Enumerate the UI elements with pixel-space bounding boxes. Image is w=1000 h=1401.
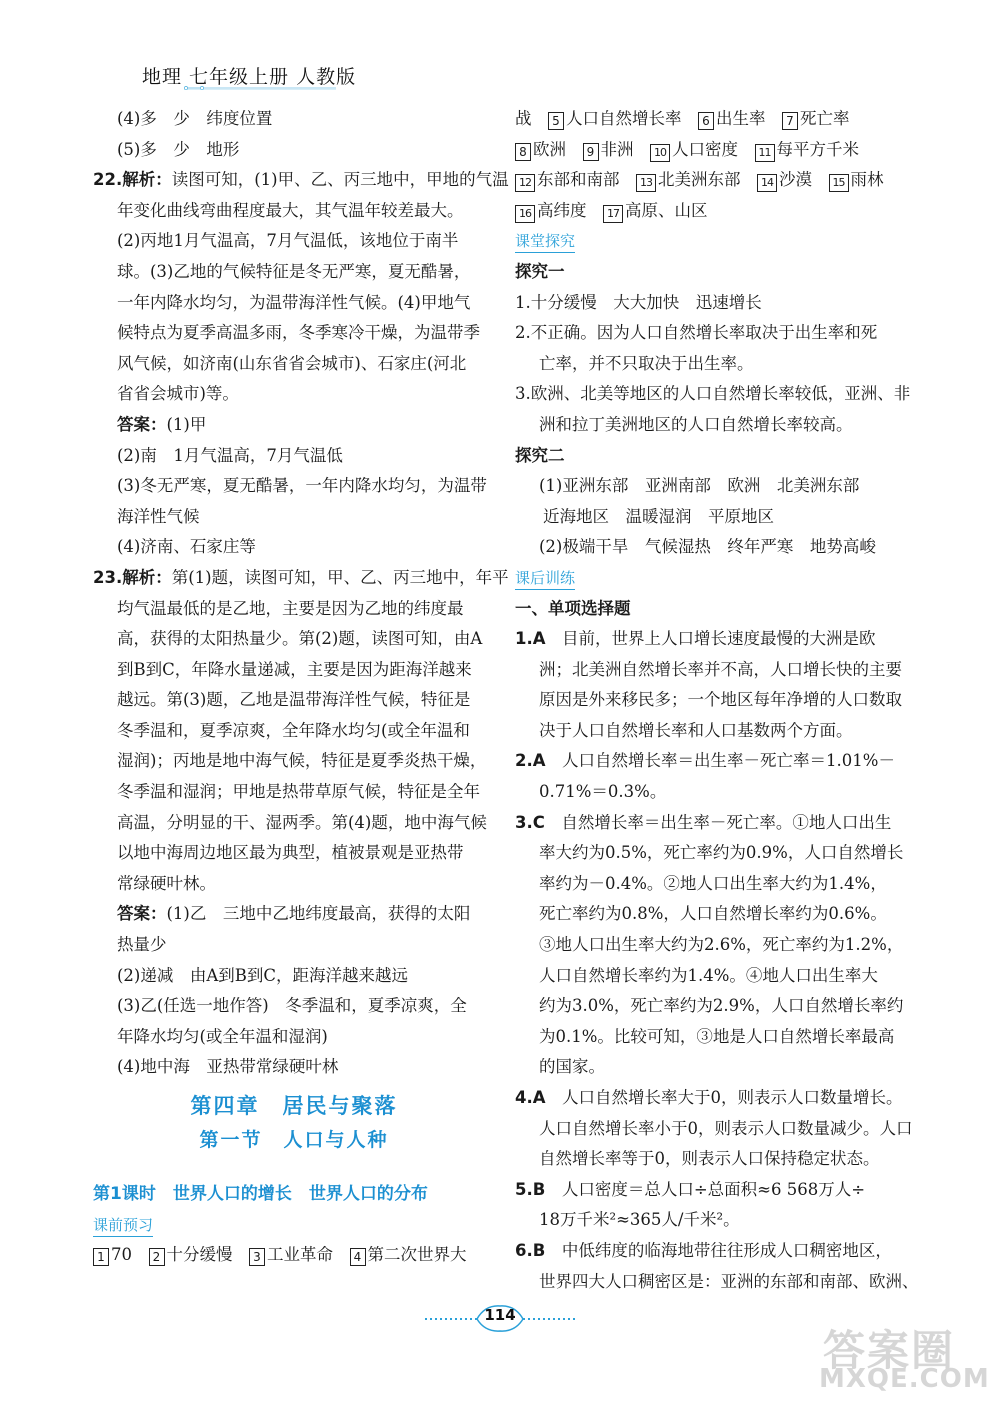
text-line: 率约为－0.4%。②地人口出生率大约为1.4%，: [539, 873, 887, 893]
blank-number-box: 1: [93, 1248, 109, 1266]
text-line: 答案：(1)乙 三地中乙地纬度最高，获得的太阳: [117, 904, 471, 924]
fill-blank-line: [515, 196, 915, 227]
right-column: [515, 104, 919, 1297]
text-line: 6.B 中低纬度的临海地带往往形成人口稠密地区，: [515, 1240, 892, 1260]
blank-answer: 雨林: [850, 170, 884, 190]
answer-label: 3.C: [515, 812, 545, 832]
text-line: 4.A 人口自然增长率大于0，则表示人口数量增长。: [515, 1088, 903, 1107]
chapter-title: 第四章 居民与聚落: [190, 1094, 398, 1118]
text-line: (5)多 少 地形: [117, 139, 240, 159]
blank-number-box: 17: [603, 205, 623, 223]
text-line: (3)乙(任选一地作答) 冬季温和，夏季凉爽，全: [117, 996, 467, 1016]
text-line: 2.A 人口自然增长率＝出生率－死亡率＝1.01%－: [515, 751, 895, 771]
answer-label: 2.A: [515, 751, 546, 771]
blank-number-box: 16: [515, 205, 535, 223]
text-line: 高温，分明显的干、湿两季。第(4)题，地中海气候: [117, 812, 487, 832]
blank-number-box: 2: [149, 1248, 165, 1266]
blank-answer: 每平方千米: [776, 139, 859, 159]
text-line: 人口自然增长率小于0，则表示人口数量减少。人口: [539, 1118, 913, 1138]
text-line: 决于人口自然增长率和人口基数两个方面。: [539, 720, 853, 740]
text-line: (1)亚洲东部 亚洲南部 欧洲 北美洲东部: [539, 476, 860, 496]
text-line: 原因是外来移民多；一个地区每年净增的人口数取: [539, 690, 902, 710]
text-line: 3.C 自然增长率＝出生率－死亡率。①地人口出生: [515, 812, 892, 832]
answer-label: 22.解析：: [93, 170, 172, 190]
text-line: 候特点为夏季高温多雨，冬季寒冷干燥，为温带季: [117, 323, 480, 343]
text-line: 省省会城市)等。: [117, 384, 239, 404]
text-line: 海洋性气候: [117, 506, 200, 526]
blank-answer: 十分缓慢: [166, 1245, 233, 1265]
text-line: 率大约为0.5%，死亡率约为0.9%，人口自然增长: [539, 843, 904, 863]
text-line: 1.十分缓慢 大大加快 迅速增长: [515, 292, 762, 312]
answer-label: 5.B: [515, 1179, 546, 1199]
fill-blank-line: [515, 104, 915, 135]
class-explore-tag: 课堂探究: [515, 230, 575, 253]
text-line: 热量少: [117, 935, 167, 955]
blank-number-box: 8: [515, 143, 531, 161]
blank-answer: 欧洲: [533, 139, 566, 159]
blank-answer: 东部和南部: [537, 170, 620, 190]
text-line: 世界四大人口稠密区是：亚洲的东部和南部、欧洲、: [539, 1271, 919, 1291]
text-line: 18万千米²≈365人/千米²。: [539, 1210, 740, 1230]
text-line: (4)济南、石家庄等: [117, 537, 256, 557]
answer-label: 答案：: [117, 414, 167, 434]
blank-answer: 工业革命: [267, 1245, 333, 1265]
after-class-tag: 课后训练: [515, 567, 575, 590]
text-line: ③地人口出生率大约为2.6%，死亡率约为1.2%，: [539, 935, 904, 955]
text-line: 5.B 人口密度＝总人口÷总面积≈6 568万人÷: [515, 1179, 866, 1199]
text-line: 冬季温和，夏季凉爽，全年降水均匀(或全年温和: [117, 720, 470, 740]
text-line: 年变化曲线弯曲程度最大，其气温年较差最大。: [117, 200, 464, 220]
text-line: 均气温最低的是乙地，主要是因为乙地的纬度最: [117, 598, 464, 618]
text-line: 冬季温和湿润；甲地是热带草原气候，特征是全年: [117, 782, 480, 802]
text-line: 的国家。: [539, 1057, 605, 1077]
text-line: 风气候，如济南(山东省省会城市)、石家庄(河北: [117, 353, 467, 373]
text-line: (2)丙地1月气温高，7月气温低，该地位于南半: [117, 231, 459, 251]
text-line: 一年内降水均匀，为温带海洋性气候。(4)甲地气: [117, 292, 471, 312]
text-line: 约为3.0%，死亡率约为2.9%，人口自然增长率约: [539, 996, 904, 1016]
blank-number-box: 7: [782, 112, 798, 130]
answer-label: 答案：: [117, 904, 167, 924]
text-line: (2)极端干旱 气候湿热 终年严寒 地势高峻: [539, 537, 876, 557]
blank-number-box: 14: [757, 174, 777, 192]
blank-number-box: 6: [698, 112, 714, 130]
blank-answer: 北美洲东部: [658, 170, 741, 190]
text-line: 以地中海周边地区最为典型，植被景观是亚热带: [117, 843, 464, 863]
text-line: 湿润)；丙地是地中海气候，特征是夏季炎热干燥，: [117, 751, 487, 771]
fill-blank-line: [515, 135, 915, 166]
blank-number-box: 13: [636, 174, 656, 192]
text-line: (2)递减 由A到B到C，距海洋越来越远: [117, 965, 409, 985]
answer-label: 4.A: [515, 1088, 546, 1107]
text-line: 2.不正确。因为人口自然增长率取决于出生率和死: [515, 323, 878, 343]
blank-number-box: 4: [350, 1248, 366, 1266]
text-line: 1.A 目前，世界上人口增长速度最慢的大洲是欧: [515, 629, 876, 649]
text-line: 越远。第(3)题，乙地是温带海洋性气候，特征是: [117, 690, 471, 710]
text-line: 洲和拉丁美洲地区的人口自然增长率较高。: [539, 414, 853, 434]
text-line: 常绿硬叶林。: [117, 873, 216, 893]
section-title: 第一节 人口与人种: [199, 1129, 389, 1151]
blank-answer: 70: [111, 1245, 132, 1265]
blank-answer: 高纬度: [537, 200, 587, 220]
answer-label: 6.B: [515, 1240, 546, 1260]
text-line: 为0.1%。比较可知，③地是人口自然增长率最高: [539, 1026, 895, 1046]
text-line: (2)南 1月气温高，7月气温低: [117, 445, 343, 465]
text-line: 3.欧洲、北美等地区的人口自然增长率较低，亚洲、非: [515, 384, 911, 404]
blank-number-box: 12: [515, 174, 535, 192]
text-line: 23.解析：第(1)题，读图可知，甲、乙、丙三地中，年平: [93, 567, 509, 587]
fill-blank-line: [93, 1240, 495, 1271]
answer-label: 1.A: [515, 629, 546, 649]
text-line: 到B到C，年降水量递减，主要是因为距海洋越来: [117, 659, 472, 679]
blank-number-box: 5: [548, 112, 564, 130]
blank-answer: 人口自然增长率: [566, 109, 682, 128]
explore-two-title: 探究二: [515, 445, 565, 465]
watermark-text: 答案圈: [823, 1326, 956, 1375]
blank-answer: 高原、山区: [625, 200, 708, 220]
lesson-title: 第1课时 世界人口的增长 世界人口的分布: [93, 1184, 428, 1204]
text-line: 洲；北美洲自然增长率并不高，人口增长快的主要: [539, 659, 902, 679]
blank-answer: 第二次世界大: [367, 1245, 467, 1265]
preview-section-tag: 课前预习: [93, 1214, 153, 1237]
text-line: 人口自然增长率约为1.4%。④地人口出生率大: [539, 965, 878, 985]
text-line: (4)地中海 亚热带常绿硬叶林: [117, 1057, 339, 1077]
text-line: 22.解析：读图可知，(1)甲、乙、丙三地中，甲地的气温: [93, 170, 509, 190]
book-title: 地理 七年级上册 人教版: [142, 66, 357, 88]
blank-answer: 战: [515, 109, 532, 128]
watermark-logo: [815, 1318, 995, 1398]
text-line: 0.71%＝0.3%。: [539, 782, 667, 802]
text-line: (3)冬无严寒，夏无酷暑，一年内降水均匀，为温带: [117, 476, 487, 496]
text-line: 自然增长率等于0，则表示人口保持稳定状态。: [539, 1149, 880, 1169]
blank-number-box: 10: [650, 144, 670, 162]
fill-blank-line: [515, 165, 915, 196]
text-line: 死亡率约为0.8%，人口自然增长率约为0.6%。: [539, 904, 887, 924]
text-line: 近海地区 温暖湿润 平原地区: [543, 506, 774, 526]
blank-answer: 沙漠: [779, 170, 812, 190]
text-line: 亡率，并不只取决于出生率。: [539, 353, 754, 373]
blank-number-box: 11: [755, 144, 775, 162]
text-line: 球。(3)乙地的气候特征是冬无严寒，夏无酷暑，: [117, 261, 471, 281]
page-number: 114: [484, 1306, 516, 1324]
answer-label: 23.解析：: [93, 567, 172, 587]
watermark-url: MXQE.COM: [819, 1364, 990, 1394]
blank-answer: 死亡率: [800, 109, 850, 128]
multiple-choice-title: 一、单项选择题: [515, 598, 631, 618]
text-line: 答案：(1)甲: [117, 414, 207, 434]
running-header: [70, 60, 450, 100]
page-number-badge: [425, 1303, 575, 1333]
blank-number-box: 9: [583, 143, 599, 161]
left-column: [93, 104, 509, 1271]
text-line: 年降水均匀(或全年温和湿润): [117, 1026, 328, 1046]
blank-number-box: 15: [829, 174, 849, 192]
blank-answer: 出生率: [716, 109, 766, 128]
blank-answer: 非洲: [600, 139, 634, 159]
explore-one-title: 探究一: [515, 261, 565, 281]
blank-number-box: 3: [249, 1248, 265, 1266]
text-line: (4)多 少 纬度位置: [117, 109, 273, 128]
blank-answer: 人口密度: [672, 139, 738, 159]
text-line: 高，获得的太阳热量少。第(2)题，读图可知，由A: [117, 629, 483, 649]
